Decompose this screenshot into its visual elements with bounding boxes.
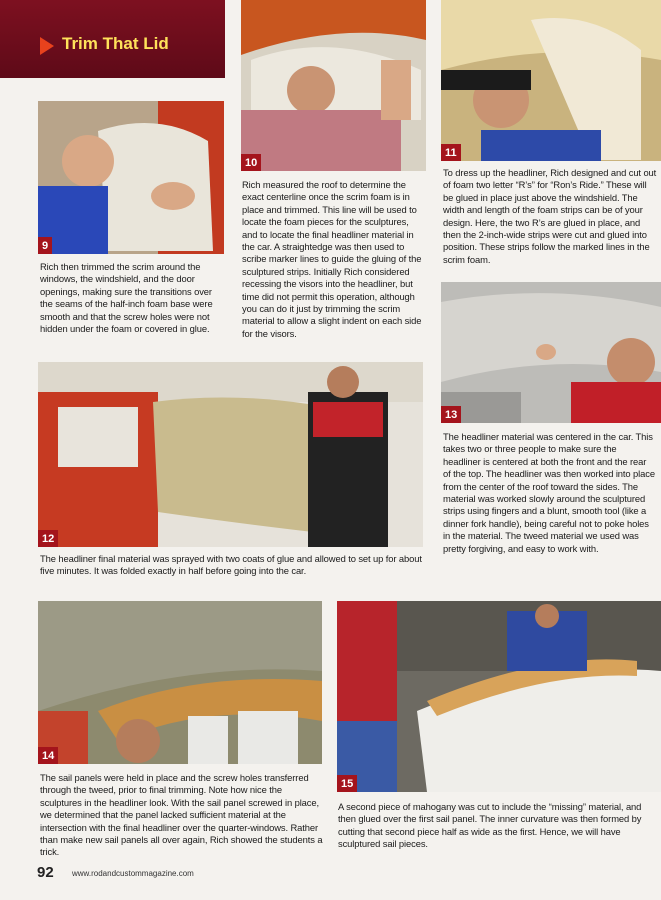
caption-9: Rich then trimmed the scrim around the windows, the windshield, and the door openings, making sure the transitions over the seams of the half-inch foam base were smooth and that the screw holes were not hidden under the foam or covered in glue.	[40, 261, 213, 335]
caption-14: The sail panels were held in place and the screw holes transferred through the tweed, prior to final trimming. Note how nice the sculptures in the headliner look. With the sail panel screwed in place, we determined that the panel lacked sufficient material at the intersection with the final headliner over the quarter-windows. Rather than make new sail panels all over again, Rich showed the students a trick.	[40, 772, 323, 858]
photo-number: 13	[441, 406, 461, 423]
photo-number: 11	[441, 144, 461, 161]
photo-12	[38, 362, 423, 547]
caption-15: A second piece of mahogany was cut to include the “missing” material, and then glued over the first sail panel. The inner curvature was then formed by cutting that second piece half as wide as the first. Hence, we will have sculptured sail pieces.	[338, 801, 642, 850]
caption-12: The headliner final material was sprayed with two coats of glue and allowed to set up for about five minutes. It was folded exactly in half before going into the car.	[40, 553, 422, 577]
section-banner	[0, 0, 225, 78]
caption-10: Rich measured the roof to determine the exact centerline once the scrim foam is in place and trimmed. This line will be used to locate the foam pieces for the sculptures, and to locate the final headliner material in the car. A straightedge was then used to scribe marker lines to guide the gluing of the sculptured strips. Initially Rich considered recessing the visors into the headliner, but time did not permit this operation, although you can do it just by trimming the scrim material to allow a slight indent on each side for the visors.	[242, 179, 422, 339]
photo-number: 10	[241, 154, 261, 171]
photo-13	[441, 282, 661, 423]
photo-14	[38, 601, 322, 764]
photo-11	[441, 0, 661, 161]
photo-number: 14	[38, 747, 58, 764]
photo-number: 12	[38, 530, 58, 547]
caption-13: The headliner material was centered in the car. This takes two or three people to make sure the headliner is centered at both the front and the rear of the top. The headliner was then worked into place from the center of the roof toward the sides. The material was worked slowly around the sculptured strips using fingers and a blunt, smooth tool (like a dinner fork handle), being careful not to poke holes in the material. The tweed material we used was pretty forgiving, and easy to work with.	[443, 431, 655, 554]
page-number: 92	[37, 864, 54, 881]
photo-9	[38, 101, 224, 254]
photo-number: 15	[337, 775, 357, 792]
section-title: Trim That Lid	[62, 34, 169, 53]
caption-11: To dress up the headliner, Rich designed and cut out of foam two letter “R’s” for “Ron’s Ride.” These will be glued in place just above the windshield. The width and length of the foam strips can be of your design. Here, the two R’s are glued in place, and then the 2-inch-wide strips were cut and glued into position. These strips follow the marked lines in the scrim foam.	[443, 167, 657, 265]
photo-number: 9	[38, 237, 52, 254]
arrow-icon	[40, 37, 54, 55]
photo-10	[241, 0, 426, 171]
footer-url: www.rodandcustommagazine.com	[72, 869, 194, 878]
photo-15	[337, 601, 661, 792]
